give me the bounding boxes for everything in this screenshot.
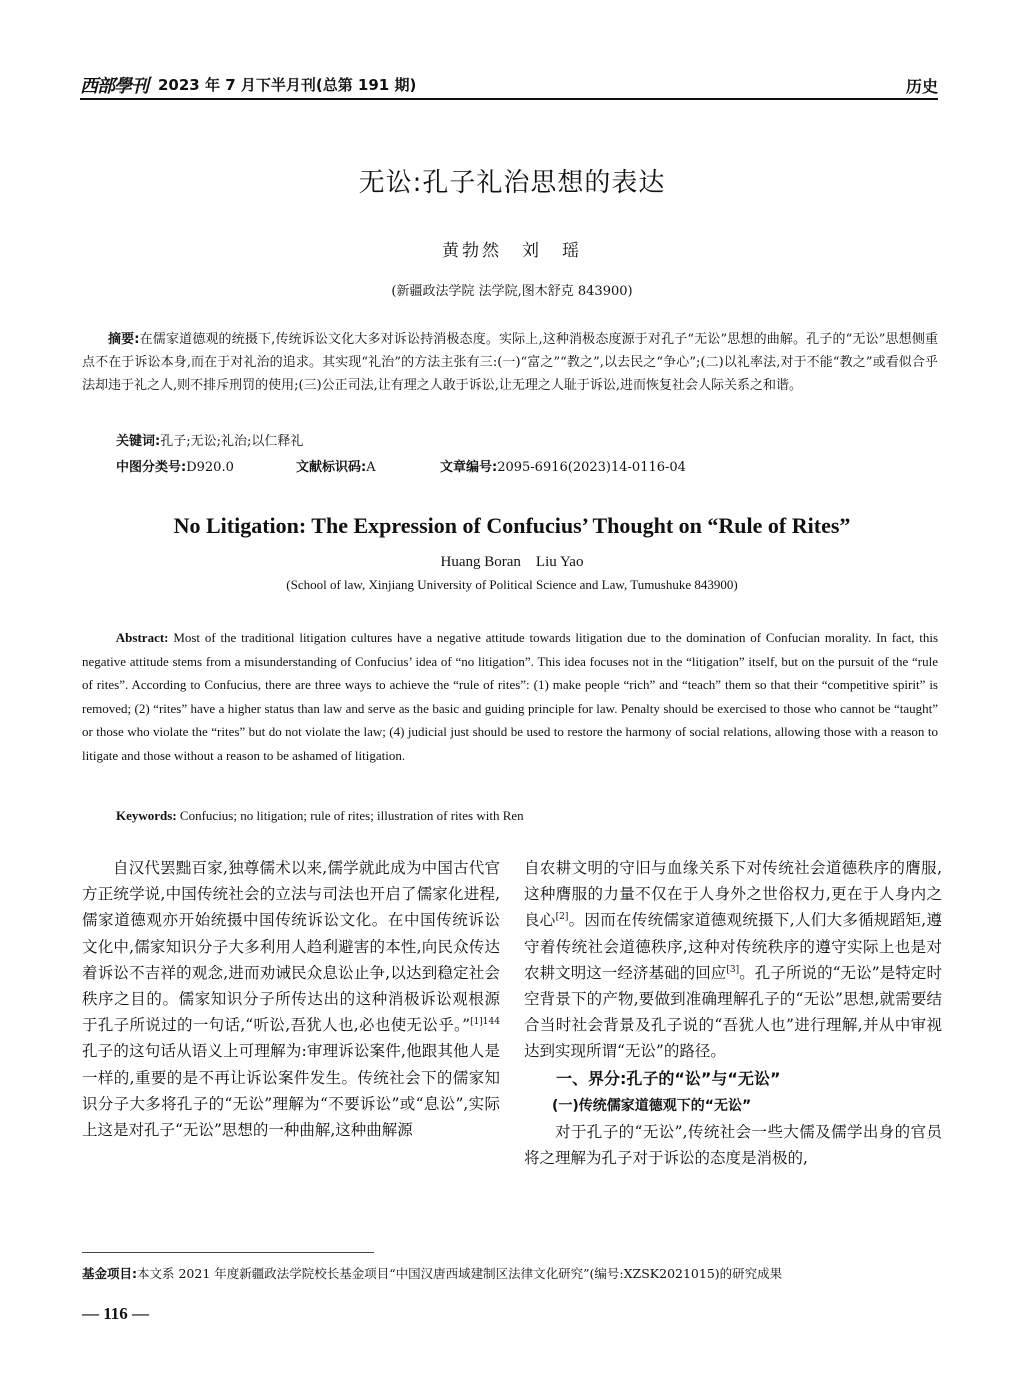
keywords-cn-label: 关键词: <box>116 434 161 449</box>
doc-value: A <box>366 460 376 475</box>
abstract-en <box>82 626 938 767</box>
abstract-cn <box>82 328 938 397</box>
body-text: 。因而在传统儒家道德观统摄下,人们大多循规蹈矩,遵守着传统社会道德秩序,这种对传统秩序的遵守实际上也是对农耕文明这一经济基础的回应 <box>524 911 942 982</box>
body-text: 自汉代罢黜百家,独尊儒术以来,儒学就此成为中国古代官方正统学说,中国传统社会的立法与司法也开启了儒家化进程,儒家道德观亦开始统摄中国传统诉讼文化。在中国传统诉讼文化中,儒家知识分子大多利用人趋利避害的本性,向民众传达着诉讼不吉祥的观念,进而劝诫民众息讼止争,以达到稳定社会秩序之目的。儒家知识分子所传达出的这种消极诉讼观根源于孔子所说过的一句话,“听讼,吾犹人也,必也使无讼乎。” <box>82 859 500 1035</box>
body-column-left <box>82 855 500 1143</box>
article-title-en: No Litigation: The Expression of Confucius’ Thought on “Rule of Rites” <box>173 513 851 538</box>
affiliation-cn: (新疆政法学院 法学院,图木舒克 843900) <box>391 284 633 299</box>
article-number <box>440 458 686 478</box>
section-heading-2: (一)传统儒家道德观下的“无讼” <box>552 1097 752 1114</box>
keywords-en-label: Keywords: <box>116 808 177 823</box>
citation-ref: [3] <box>726 964 740 975</box>
running-header <box>80 70 938 100</box>
body-text: 孔子的这句话从语义上可理解为:审理诉讼案件,他跟其他人是一样的,重要的是不再让诉讼案件发生。传统社会下的儒家知识分子大多将孔子的“无讼”理解为“不要诉讼”或“息讼”,实际上这是对孔子“无讼”思想的一种曲解,这种曲解源 <box>82 1042 500 1140</box>
journal-logo: 西部學刊 <box>80 76 148 97</box>
doc-label: 文献标识码: <box>296 460 367 475</box>
article-title-cn: 无讼:孔子礼治思想的表达 <box>358 168 666 198</box>
body-paragraph <box>524 855 942 1065</box>
body-text: 。孔子所说的“无讼”是特定时空背景下的产物,要做到准确理解孔子的“无讼”思想,就需要结合当时社会背景及孔子说的“吾犹人也”进行理解,并从中审视达到实现所谓“无讼”的路径。 <box>524 963 942 1061</box>
article-value: 2095-6916(2023)14-0116-04 <box>497 460 686 475</box>
citation-ref: [2] <box>555 912 569 923</box>
funding-footnote <box>82 1264 964 1282</box>
footnote-rule <box>82 1252 374 1253</box>
body-column-right <box>524 855 942 1171</box>
abstract-cn-text: 在儒家道德观的统摄下,传统诉讼文化大多对诉讼持消极态度。实际上,这种消极态度源于对孔子“无讼”思想的曲解。孔子的“无讼”思想侧重点不在于诉讼本身,而在于对礼治的追求。其实现“礼治”的方法主张有三:(一)“富之”“教之”,以去民之“争心”;(二)以礼率法,对于不能“教之”或看似合乎法却违于礼之人,则不排斥刑罚的使用;(三)公正司法,让有理之人敢于诉讼,让无理之人耻于诉讼,进而恢复社会人际关系之和谐。 <box>82 332 938 393</box>
authors-en: Huang Boran Liu Yao <box>440 554 584 570</box>
article-label: 文章编号: <box>440 460 498 475</box>
keywords-cn <box>116 432 938 452</box>
clc-label: 中图分类号: <box>116 460 187 475</box>
citation-ref: [1]144 <box>470 1017 500 1028</box>
document-code <box>296 458 376 478</box>
abstract-en-text: Most of the traditional litigation cultures have a negative attitude towards litigation due to the domination of Confucian morality. In fact, this negative attitude stems from a misunderstanding of Confucius’ idea of “no litigation”. This idea focuses not in the “litigation” itself, but on the pursuit of the “rule of rites”. According to Confucius, there are three ways to achieve the “rule of rites”: (1) make people “rich” and “teach” them so that their “competitive spirit” is removed; (2) “rites” have a higher status than law and serve as the basic and guiding principle for law. Penalty should be exercised to those who cannot be “taught” or those who violate the “rites” but do not violate the law; (4) judicial just should be used to restore the harmony of social relations, allowing those with a reason to litigate and those without a reason to be ashamed of litigation. <box>82 630 939 763</box>
body-text: 自农耕文明的守旧与血缘关系下对传统社会道德秩序的膺服,这种膺服的力量不仅在于人身外之世俗权力,更在于人身内之良心 <box>524 859 942 930</box>
journal-issue: 2023 年 7 月下半月刊(总第 191 期) <box>158 76 417 94</box>
keywords-en <box>116 808 938 824</box>
page-number: — 116 — <box>82 1304 150 1323</box>
clc-value: D920.0 <box>186 460 234 475</box>
funding-text: 本文系 2021 年度新疆政法学院校长基金项目“中国汉唐西域建制区法律文化研究”(编号:XZSK2021015)的研究成果 <box>137 1266 783 1281</box>
clc-number <box>116 458 234 478</box>
abstract-en-label: Abstract: <box>115 630 169 645</box>
abstract-cn-label: 摘要: <box>108 332 140 347</box>
body-paragraph: 对于孔子的“无讼”,传统社会一些大儒及儒学出身的官员将之理解为孔子对于诉讼的态度是消极的, <box>524 1122 942 1167</box>
keywords-cn-text: 孔子;无讼;礼治;以仁释礼 <box>160 434 304 449</box>
affiliation-en: (School of law, Xinjiang University of Political Science and Law, Tumushuke 843900) <box>286 577 738 592</box>
authors-cn: 黄勃然 刘 瑶 <box>442 241 582 261</box>
section-heading-1: 一、界分:孔子的“讼”与“无讼” <box>556 1068 781 1088</box>
body-paragraph <box>82 855 500 1143</box>
section-name: 历史 <box>905 77 938 96</box>
funding-label: 基金项目: <box>82 1266 137 1281</box>
keywords-en-text: Confucius; no litigation; rule of rites; illustration of rites with Ren <box>179 808 524 823</box>
